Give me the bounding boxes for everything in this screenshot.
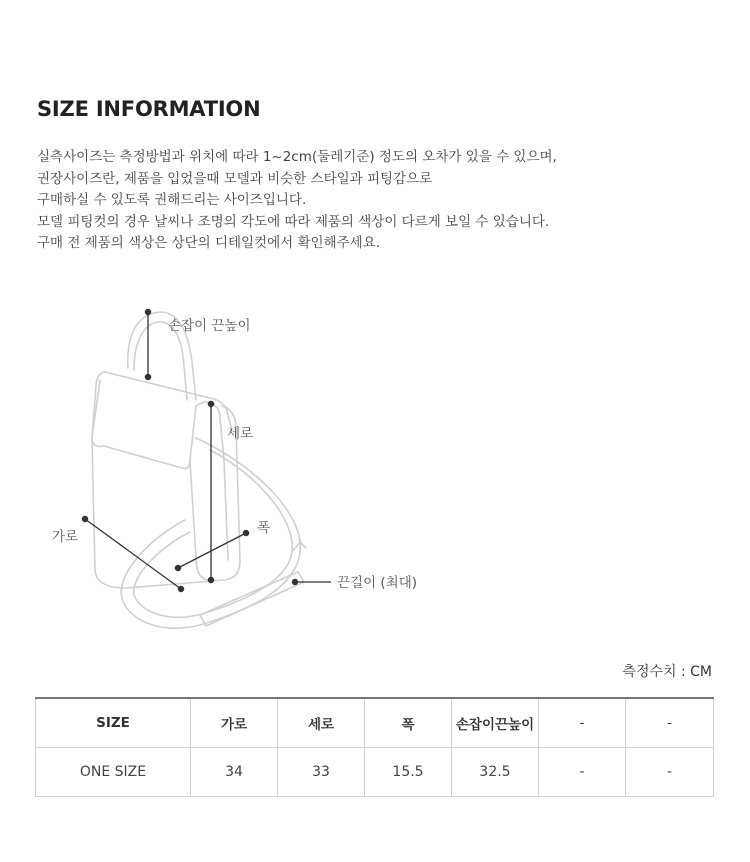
cell-depth: 15.5 <box>365 748 452 797</box>
header-depth: 폭 <box>365 698 452 748</box>
table-row <box>36 748 714 797</box>
header-handle-height: 손잡이끈높이 <box>452 698 539 748</box>
label-strap-length: 끈길이 (최대) <box>337 575 418 591</box>
size-description <box>37 147 717 255</box>
section-title: SIZE INFORMATION <box>37 97 261 121</box>
cell-empty: - <box>626 748 714 797</box>
description-line: 구매하실 수 있도록 권해드리는 사이즈입니다. <box>37 192 307 208</box>
header-empty: - <box>626 698 714 748</box>
label-width: 가로 <box>52 529 79 545</box>
header-size: SIZE <box>36 698 191 748</box>
size-table <box>35 697 714 797</box>
label-depth: 폭 <box>257 520 271 536</box>
unit-label: 측정수치 : CM <box>622 664 712 680</box>
cell-height: 33 <box>278 748 365 797</box>
description-line: 모델 피팅컷의 경우 날씨나 조명의 각도에 따라 제품의 색상이 다르게 보일 수 있습니다. <box>37 213 550 230</box>
cell-width: 34 <box>191 748 278 797</box>
description-line: 구매 전 제품의 색상은 상단의 디테일컷에서 확인해주세요. <box>37 235 381 251</box>
bag-illustration <box>92 312 306 628</box>
description-line: 권장사이즈란, 제품을 입었을때 모델과 비슷한 스타일과 피팅감으로 <box>37 170 433 187</box>
header-empty: - <box>539 698 626 748</box>
bag-measurement-diagram <box>0 290 750 650</box>
label-height: 세로 <box>227 426 254 442</box>
header-height: 세로 <box>278 698 365 748</box>
header-width: 가로 <box>191 698 278 748</box>
cell-size: ONE SIZE <box>36 748 191 797</box>
label-handle-height: 손잡이 끈높이 <box>168 318 251 334</box>
cell-handle-height: 32.5 <box>452 748 539 797</box>
cell-empty: - <box>539 748 626 797</box>
table-header-row <box>36 698 714 748</box>
description-line: 실측사이즈는 측정방법과 위치에 따라 1~2cm(둘레기준) 정도의 오차가 있을 수 있으며, <box>37 149 557 165</box>
